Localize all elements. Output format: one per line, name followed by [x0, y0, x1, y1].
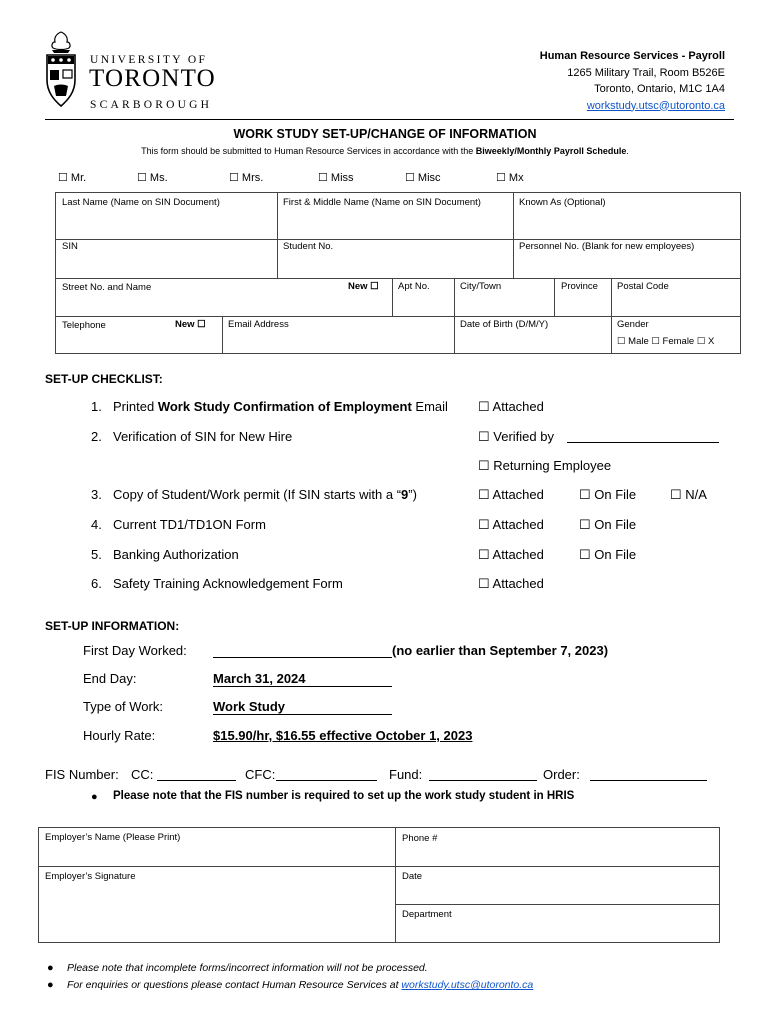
first-day-label: First Day Worked: — [83, 643, 187, 658]
footer-email-link[interactable]: workstudy.utsc@utoronto.ca — [401, 979, 534, 991]
form-subtitle — [0, 146, 770, 156]
table-col-divider — [454, 278, 455, 316]
postal-code-field[interactable]: Postal Code — [617, 281, 669, 292]
bullet-icon: ● — [91, 791, 98, 803]
bullet-icon: ● — [47, 979, 54, 991]
telephone-new-checkbox[interactable]: New ☐ — [175, 319, 206, 330]
attached-checkbox[interactable]: ☐ Attached — [478, 399, 544, 414]
employer-signature-field[interactable]: Employer’s Signature — [45, 871, 136, 882]
personnel-no-field[interactable]: Personnel No. (Blank for new employees) — [519, 241, 695, 252]
employer-department-field[interactable]: Department — [402, 909, 452, 920]
fis-order-label: Order: — [543, 767, 580, 782]
end-day-label: End Day: — [83, 671, 137, 686]
title-option-miss[interactable]: ☐ Miss — [318, 172, 354, 184]
employer-phone-field[interactable]: Phone # — [402, 833, 438, 844]
hr-title: Human Resource Services - Payroll — [539, 50, 725, 62]
fis-note: Please note that the FIS number is required to set up the work study student in HRIS — [113, 790, 575, 802]
checklist-number: 6. — [91, 576, 102, 591]
personal-info-table — [55, 192, 741, 354]
fis-fund-label: Fund: — [389, 767, 423, 782]
returning-employee-checkbox[interactable]: ☐ Returning Employee — [478, 458, 612, 473]
on-file-checkbox[interactable]: ☐ On File — [579, 517, 637, 532]
table-row-divider — [395, 904, 719, 905]
attached-checkbox[interactable]: ☐ Attached — [478, 487, 544, 502]
fis-cc-label: CC: — [131, 767, 154, 782]
title-option-misc[interactable]: ☐ Misc — [405, 172, 441, 184]
table-row-divider — [56, 316, 740, 317]
checklist-item-employment-email — [113, 399, 448, 414]
street-new-checkbox[interactable]: New ☐ — [348, 281, 379, 292]
table-row-divider — [39, 866, 719, 867]
fis-cfc-line[interactable] — [276, 780, 377, 781]
verified-by-line[interactable] — [567, 442, 719, 443]
table-col-divider — [222, 316, 223, 354]
on-file-checkbox[interactable]: ☐ On File — [579, 547, 637, 562]
employer-table — [38, 827, 720, 943]
attached-checkbox[interactable]: ☐ Attached — [478, 547, 544, 562]
fis-cc-line[interactable] — [157, 780, 236, 781]
university-name: TORONTO — [89, 65, 216, 92]
checklist-number: 4. — [91, 517, 102, 532]
setup-information-heading: SET-UP INFORMATION: — [45, 619, 180, 633]
table-col-divider — [395, 828, 396, 942]
sin-field[interactable]: SIN — [62, 241, 78, 252]
checklist-number: 3. — [91, 487, 102, 502]
checklist-item-banking: Banking Authorization — [113, 547, 239, 562]
email-address-field[interactable]: Email Address — [228, 319, 289, 330]
telephone-field[interactable]: Telephone — [62, 320, 106, 331]
checklist-number: 2. — [91, 429, 102, 444]
hr-address-line2: Toronto, Ontario, M1C 1A4 — [594, 83, 725, 95]
table-col-divider — [392, 278, 393, 316]
table-row-divider — [56, 278, 740, 279]
subtitle-text: This form should be submitted to Human Resource Services in accordance with the — [141, 146, 476, 156]
end-day-value: March 31, 2024 — [213, 671, 392, 687]
checklist-number: 1. — [91, 399, 102, 414]
table-col-divider — [611, 278, 612, 354]
title-option-mx[interactable]: ☐ Mx — [496, 172, 524, 184]
item-text: Email — [411, 399, 448, 414]
student-no-field[interactable]: Student No. — [283, 241, 334, 252]
gender-options[interactable]: ☐ Male ☐ Female ☐ X — [617, 336, 715, 347]
city-field[interactable]: City/Town — [460, 281, 502, 292]
hourly-rate-value: $15.90/hr, $16.55 effective October 1, 2023 — [213, 728, 473, 743]
type-of-work-value: Work Study — [213, 699, 392, 715]
fis-order-line[interactable] — [590, 780, 707, 781]
last-name-field[interactable]: Last Name (Name on SIN Document) — [62, 197, 220, 208]
gender-label: Gender — [617, 319, 649, 330]
checklist-item-safety-training: Safety Training Acknowledgement Form — [113, 576, 343, 591]
street-field[interactable]: Street No. and Name — [62, 282, 152, 293]
type-of-work-label: Type of Work: — [83, 699, 163, 714]
first-middle-name-field[interactable]: First & Middle Name (Name on SIN Document) — [283, 197, 481, 208]
checklist-number: 5. — [91, 547, 102, 562]
attached-checkbox[interactable]: ☐ Attached — [478, 576, 544, 591]
na-checkbox[interactable]: ☐ N/A — [670, 487, 707, 502]
table-col-divider — [454, 316, 455, 354]
bullet-icon: ● — [47, 962, 54, 974]
checklist-item-sin-verification: Verification of SIN for New Hire — [113, 429, 293, 444]
title-option-mr[interactable]: ☐ Mr. — [58, 172, 87, 184]
university-line: UNIVERSITY OF — [90, 54, 208, 66]
title-option-mrs[interactable]: ☐ Mrs. — [229, 172, 264, 184]
attached-checkbox[interactable]: ☐ Attached — [478, 517, 544, 532]
apt-no-field[interactable]: Apt No. — [398, 281, 430, 292]
item-text: ”) — [408, 487, 417, 502]
fis-number-label: FIS Number: — [45, 767, 119, 782]
university-campus: SCARBOROUGH — [90, 99, 213, 111]
hr-email-link[interactable]: workstudy.utsc@utoronto.ca — [586, 99, 725, 112]
item-text: Printed — [113, 399, 158, 414]
table-col-divider — [513, 193, 514, 278]
form-title: WORK STUDY SET-UP/CHANGE OF INFORMATION — [233, 127, 537, 141]
checklist-item-td1: Current TD1/TD1ON Form — [113, 517, 266, 532]
item-bold-text: 9 — [401, 487, 409, 502]
first-day-line[interactable] — [213, 657, 392, 658]
item-bold-text: Work Study Confirmation of Employment — [157, 399, 412, 414]
province-field[interactable]: Province — [561, 281, 598, 292]
university-crest-logo — [44, 30, 78, 108]
payroll-schedule-text: Biweekly/Monthly Payroll Schedule — [475, 146, 627, 156]
setup-checklist-heading: SET-UP CHECKLIST: — [45, 372, 163, 386]
table-row-divider — [56, 239, 740, 240]
hr-contact-block — [540, 48, 725, 114]
fis-cfc-label: CFC: — [245, 767, 276, 782]
footer-text: For enquiries or questions please contact Human Resource Services at — [67, 979, 402, 991]
fis-fund-line[interactable] — [429, 780, 537, 781]
hr-address-line1: 1265 Military Trail, Room B526E — [567, 66, 725, 79]
on-file-checkbox[interactable]: ☐ On File — [579, 487, 637, 502]
hourly-rate-label: Hourly Rate: — [83, 728, 156, 743]
footer-note-incomplete: Please note that incomplete forms/incorrect information will not be processed. — [67, 962, 428, 974]
item-text: Copy of Student/Work permit (If SIN starts with a “ — [113, 487, 402, 502]
table-col-divider — [277, 193, 278, 278]
footer-note-enquiries — [67, 979, 533, 991]
table-col-divider — [554, 278, 555, 316]
known-as-field[interactable]: Known As (Optional) — [519, 197, 606, 208]
checklist-item-permit — [113, 487, 417, 502]
header-divider — [45, 119, 734, 120]
employer-name-field[interactable]: Employer’s Name (Please Print) — [45, 832, 181, 843]
title-option-ms[interactable]: ☐ Ms. — [137, 172, 168, 184]
employer-date-field[interactable]: Date — [402, 871, 423, 882]
first-day-note: (no earlier than September 7, 2023) — [392, 643, 609, 658]
date-of-birth-field[interactable]: Date of Birth (D/M/Y) — [460, 319, 549, 330]
subtitle-end: . — [626, 146, 629, 156]
verified-by-checkbox[interactable]: ☐ Verified by — [478, 429, 554, 444]
